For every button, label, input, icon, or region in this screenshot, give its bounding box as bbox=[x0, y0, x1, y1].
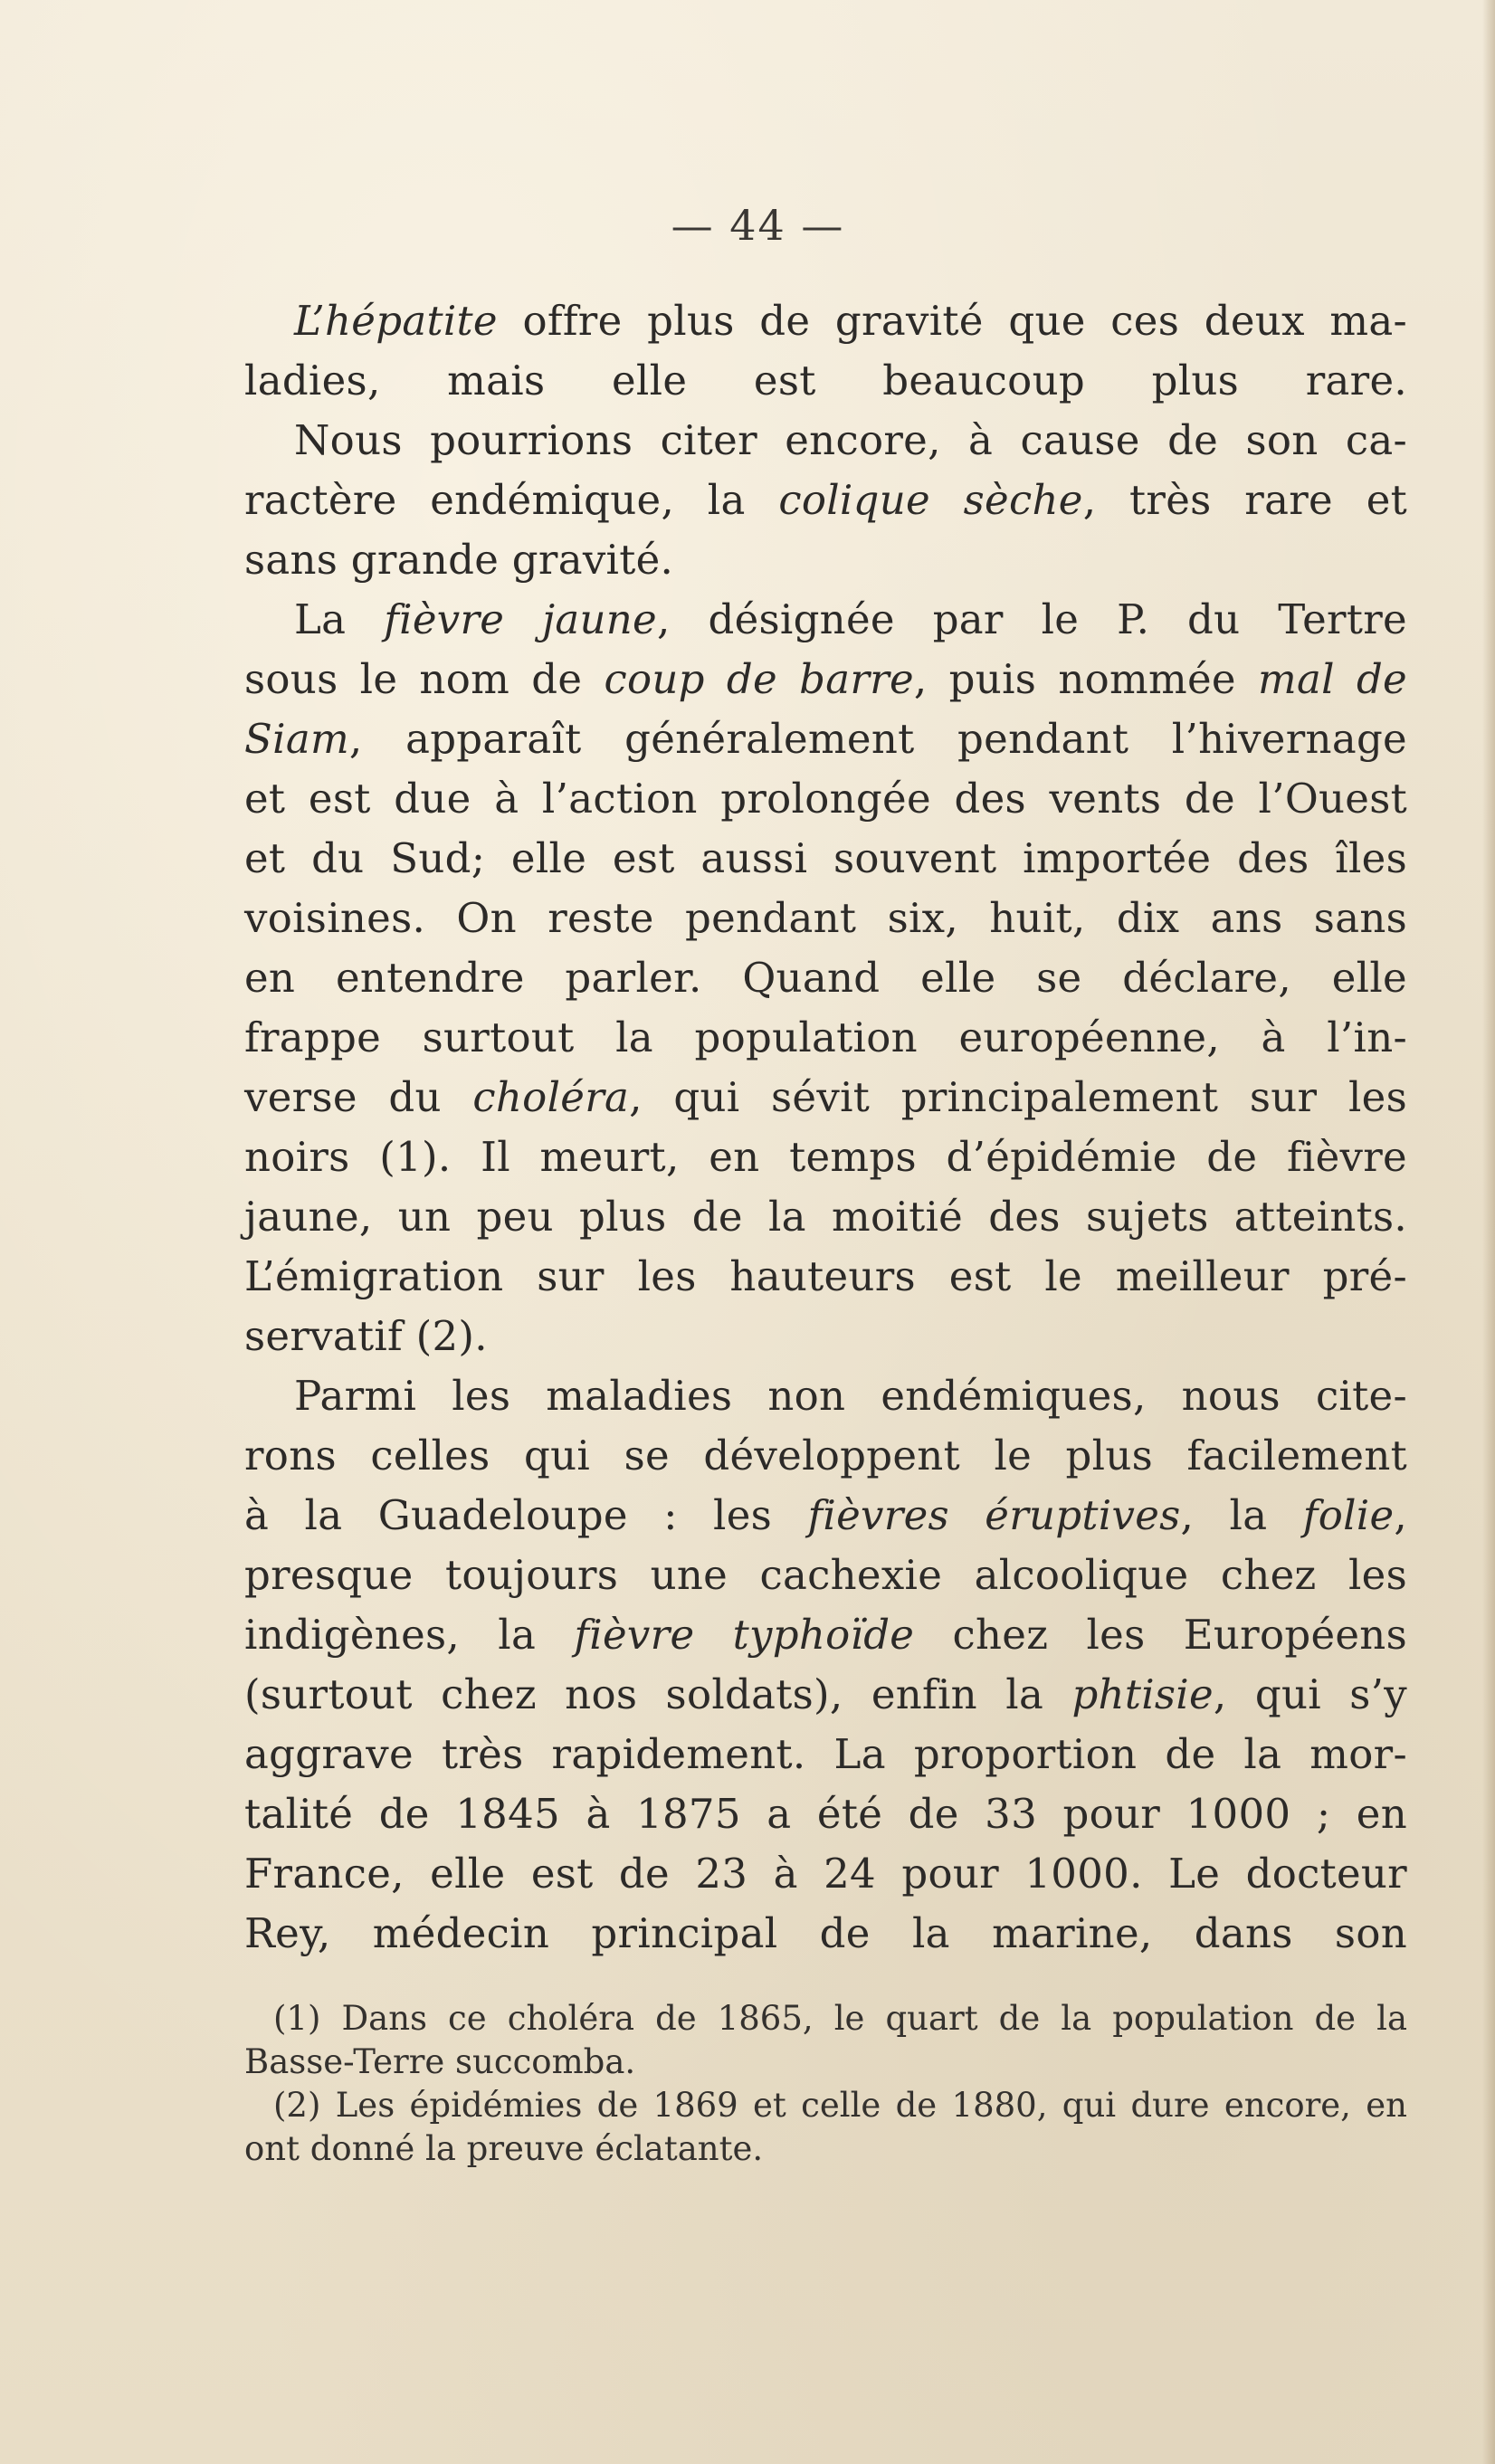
text-line: Parmi les maladies non endémiques, nous cite- bbox=[294, 1372, 1407, 1420]
italic-term: L’hépatite bbox=[294, 297, 498, 345]
page-number: — 44 — bbox=[671, 201, 845, 250]
text-line: talité de 1845 à 1875 a été de 33 pour 1000 ; en bbox=[244, 1790, 1407, 1838]
page-edge-shadow bbox=[1482, 0, 1495, 2464]
italic-term: coup de barre bbox=[604, 655, 914, 703]
text-line: verse du choléra, qui sévit principalement sur les bbox=[244, 1073, 1407, 1121]
text-line: à la Guadeloupe : les fièvres éruptives, la folie, bbox=[244, 1491, 1408, 1539]
text-line: ractère endémique, la colique sèche, très rare et bbox=[244, 476, 1408, 524]
text-line: noirs (1). Il meurt, en temps d’épidémie de fièvre bbox=[244, 1133, 1407, 1181]
text-line: indigènes, la fièvre typhoïde chez les Européens bbox=[244, 1611, 1407, 1659]
italic-term: mal de bbox=[1257, 655, 1407, 703]
footnote-line: Basse-Terre succomba. bbox=[244, 2042, 636, 2081]
italic-term: fièvre typhoïde bbox=[574, 1611, 915, 1659]
text-line: presque toujours une cachexie alcoolique chez les bbox=[244, 1551, 1407, 1599]
italic-term: phtisie bbox=[1071, 1670, 1214, 1718]
text-line: La fièvre jaune, désignée par le P. du Tertre bbox=[294, 595, 1407, 643]
text-line: ladies, mais elle est beaucoup plus rare. bbox=[244, 357, 1407, 404]
italic-term: fièvres éruptives bbox=[807, 1491, 1181, 1539]
text-line: Rey, médecin principal de la marine, dans son bbox=[244, 1909, 1407, 1957]
text-line: en entendre parler. Quand elle se déclare, elle bbox=[244, 954, 1407, 1002]
text-line: France, elle est de 23 à 24 pour 1000. Le docteur bbox=[244, 1850, 1407, 1898]
text-line: frappe surtout la population européenne, à l’in- bbox=[244, 1013, 1407, 1061]
text-line: jaune, un peu plus de la moitié des sujets atteints. bbox=[244, 1193, 1407, 1241]
italic-term: choléra bbox=[472, 1073, 630, 1121]
text-line: sans grande gravité. bbox=[244, 536, 674, 584]
text-line: et du Sud; elle est aussi souvent importée des îles bbox=[244, 834, 1407, 882]
text-line: (surtout chez nos soldats), enfin la phtisie, qui s’y bbox=[244, 1670, 1407, 1718]
text-line: Siam, apparaît généralement pendant l’hivernage bbox=[244, 715, 1407, 763]
text-line: voisines. On reste pendant six, huit, dix ans sans bbox=[244, 894, 1407, 942]
text-line: servatif (2). bbox=[244, 1312, 488, 1360]
text-line: sous le nom de coup de barre, puis nommée mal de bbox=[244, 655, 1407, 703]
footnote-line: (2) Les épidémies de 1869 et celle de 1880, qui dure encore, en bbox=[273, 2086, 1407, 2125]
text-line: L’hépatite offre plus de gravité que ces deux ma- bbox=[294, 297, 1407, 345]
italic-term: folie bbox=[1302, 1491, 1395, 1539]
text-line: Nous pourrions citer encore, à cause de son ca- bbox=[294, 416, 1407, 464]
text-line: aggrave très rapidement. La proportion de la mor- bbox=[244, 1730, 1407, 1778]
footnote-line: ont donné la preuve éclatante. bbox=[244, 2129, 764, 2168]
italic-term: fièvre jaune bbox=[384, 595, 657, 643]
text-line: et est due à l’action prolongée des vents de l’Ouest bbox=[244, 775, 1407, 823]
footnote-line: (1) Dans ce choléra de 1865, le quart de la population de la bbox=[273, 1999, 1407, 2038]
italic-term: colique sèche bbox=[778, 476, 1083, 524]
text-line: rons celles qui se développent le plus facilement bbox=[244, 1432, 1407, 1479]
text-line: L’émigration sur les hauteurs est le meilleur pré- bbox=[244, 1252, 1407, 1300]
italic-term: Siam bbox=[244, 715, 349, 763]
